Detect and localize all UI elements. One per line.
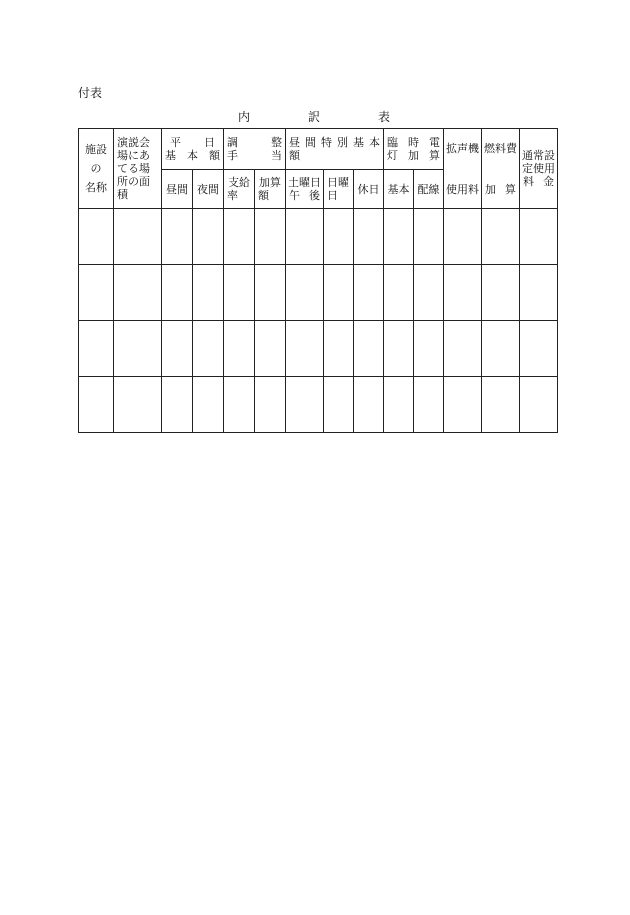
table-row — [79, 209, 558, 265]
header-facility-name: 施設 の 名称 — [79, 129, 114, 209]
title-char-3: 表 — [378, 110, 391, 124]
header-weekday-basic: 平 日 基 本 額 — [162, 129, 224, 170]
header-temp-wiring: 配線 — [414, 170, 444, 209]
header-temp-light: 臨 時 電 灯 加 算 — [384, 129, 444, 170]
breakdown-table — [78, 128, 558, 433]
header-daytime-special: 昼 間 特 別 基 本 額 — [286, 129, 384, 170]
header-adjust-rate: 支給 率 — [224, 170, 255, 209]
table-row — [79, 377, 558, 433]
header-temp-basic: 基本 — [384, 170, 414, 209]
header-saturday: 土曜日 午 後 — [286, 170, 324, 209]
header-weekday-night: 夜間 — [193, 170, 224, 209]
title-char-2: 訳 — [308, 110, 321, 124]
title-char-1: 内 — [238, 110, 251, 124]
table-row — [79, 321, 558, 377]
header-fuel: 燃料費 加 算 — [482, 129, 520, 209]
header-weekday-day: 昼間 — [162, 170, 193, 209]
header-adjust-amount: 加算 額 — [255, 170, 286, 209]
header-holiday: 休日 — [354, 170, 384, 209]
header-area: 演説会 場にあ てる場 所の面 積 — [114, 129, 162, 209]
header-row-1 — [79, 129, 558, 170]
table-row — [79, 265, 558, 321]
table-title — [0, 108, 630, 124]
header-sunday: 日曜 日 — [324, 170, 354, 209]
header-adjust: 調 整 手 当 — [224, 129, 286, 170]
header-normal-fee: 通常設 定使用 料 金 — [520, 129, 558, 209]
header-loudspeaker: 拡声機 使用料 — [444, 129, 482, 209]
page-label: 付表 — [78, 86, 103, 100]
